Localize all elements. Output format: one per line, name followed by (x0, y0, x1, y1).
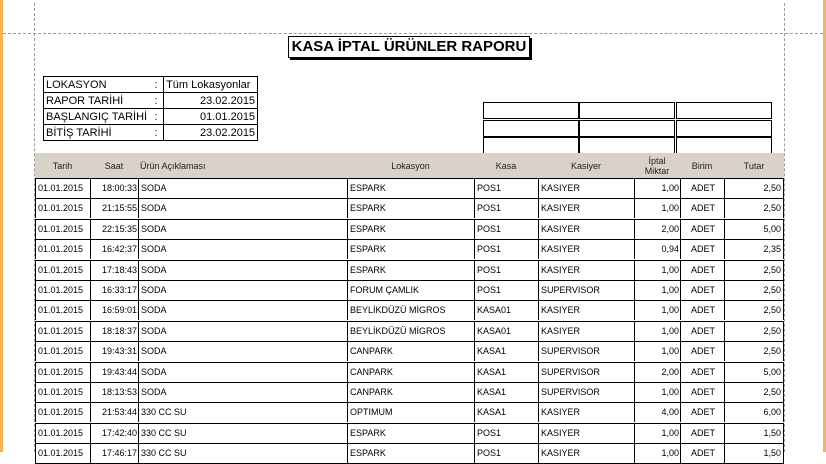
cell-date: 01.01.2015 (35, 301, 91, 320)
cell-register: POS1 (474, 281, 539, 300)
cell-location: ESPARK (347, 424, 475, 443)
cell-time: 21:15:55 (90, 199, 139, 218)
param-separator: : (149, 77, 164, 93)
cell-amount: 2,50 (724, 179, 784, 198)
cell-date: 01.01.2015 (35, 281, 91, 300)
cell-cashier: SUPERVISOR (538, 383, 635, 402)
cell-cancel-qty: 2,00 (634, 220, 681, 239)
cell-date: 01.01.2015 (35, 179, 91, 198)
column-header-unit: Birim (691, 160, 713, 171)
param-row-end-date (44, 125, 258, 141)
cell-register: KASA1 (474, 383, 539, 402)
param-separator: : (149, 109, 164, 125)
cell-unit: ADET (680, 240, 725, 259)
cell-product: SODA (138, 342, 348, 361)
cell-time: 16:42:37 (90, 240, 139, 259)
cell-date: 01.01.2015 (35, 220, 91, 239)
column-header-amount: Tutar (743, 160, 765, 171)
cell-cashier: SUPERVISOR (538, 281, 635, 300)
cell-product: SODA (138, 322, 348, 341)
cell-register: POS1 (474, 199, 539, 218)
cell-register: POS1 (474, 261, 539, 280)
cell-time: 18:13:53 (90, 383, 139, 402)
cell-cancel-qty: 2,00 (634, 363, 681, 382)
cell-product: SODA (138, 281, 348, 300)
cell-location: CANPARK (347, 342, 475, 361)
blank-box (483, 120, 579, 137)
cell-time: 22:15:35 (90, 220, 139, 239)
cell-location: ESPARK (347, 261, 475, 280)
table-row (35, 281, 784, 301)
blank-box (676, 137, 772, 154)
cell-amount: 2,50 (724, 342, 784, 361)
cell-unit: ADET (680, 281, 725, 300)
cell-register: KASA1 (474, 363, 539, 382)
cell-register: KASA1 (474, 342, 539, 361)
cell-date: 01.01.2015 (35, 383, 91, 402)
param-row-start-date (44, 109, 258, 125)
cell-amount: 2,50 (724, 261, 784, 280)
cell-unit: ADET (680, 363, 725, 382)
cell-location: OPTIMUM (347, 403, 475, 422)
blank-box (579, 120, 675, 137)
cell-cancel-qty: 1,00 (634, 383, 681, 402)
column-header-location: Lokasyon (391, 160, 430, 171)
cell-location: ESPARK (347, 240, 475, 259)
cell-cancel-qty: 1,00 (634, 301, 681, 320)
cell-product: SODA (138, 179, 348, 198)
param-label: BAŞLANGIÇ TARİHİ (44, 109, 150, 125)
table-header (35, 153, 784, 178)
param-value: Tüm Lokasyonlar (164, 77, 258, 93)
cell-register: POS1 (474, 240, 539, 259)
column-header-cancel-qty: İptal Miktar (644, 155, 670, 176)
cell-unit: ADET (680, 424, 725, 443)
cell-product: SODA (138, 363, 348, 382)
cell-amount: 5,00 (724, 363, 784, 382)
cell-cashier: KASIYER (538, 444, 635, 463)
cell-cancel-qty: 1,00 (634, 199, 681, 218)
cell-date: 01.01.2015 (35, 342, 91, 361)
cell-time: 19:43:44 (90, 363, 139, 382)
cell-date: 01.01.2015 (35, 403, 91, 422)
cell-product: 330 CC SU (138, 444, 348, 463)
cell-date: 01.01.2015 (35, 322, 91, 341)
cell-register: POS1 (474, 179, 539, 198)
cell-product: SODA (138, 261, 348, 280)
cell-location: BEYLİKDÜZÜ MİGROS (347, 301, 475, 320)
cell-time: 17:18:43 (90, 261, 139, 280)
cell-location: ESPARK (347, 199, 475, 218)
cell-time: 16:33:17 (90, 281, 139, 300)
blank-box (579, 137, 675, 154)
table-row (35, 220, 784, 240)
table-row (35, 342, 784, 362)
cell-date: 01.01.2015 (35, 240, 91, 259)
cell-register: POS1 (474, 444, 539, 463)
table-row (35, 301, 784, 321)
cell-time: 17:46:17 (90, 444, 139, 463)
cell-time: 18:18:37 (90, 322, 139, 341)
param-separator: : (149, 125, 164, 141)
cell-product: SODA (138, 199, 348, 218)
param-value: 23.02.2015 (164, 125, 258, 141)
cell-amount: 1,50 (724, 444, 784, 463)
cell-register: KASA1 (474, 403, 539, 422)
column-header-time: Saat (104, 160, 124, 171)
cell-unit: ADET (680, 444, 725, 463)
window-border-left (0, 0, 3, 452)
cell-amount: 2,50 (724, 281, 784, 300)
table-row (35, 178, 784, 199)
blank-box (483, 137, 579, 154)
param-value: 23.02.2015 (164, 93, 258, 109)
cell-cashier: KASIYER (538, 240, 635, 259)
blank-box (483, 102, 579, 119)
cell-product: SODA (138, 301, 348, 320)
cell-time: 21:53:44 (90, 403, 139, 422)
column-header-product: Ürün Açıklaması (140, 160, 206, 171)
cell-unit: ADET (680, 220, 725, 239)
table-row (35, 403, 784, 423)
table-row (35, 322, 784, 342)
cell-amount: 6,00 (724, 403, 784, 422)
column-header-cashier: Kasiyer (570, 160, 601, 171)
report-parameters (43, 76, 258, 141)
cell-date: 01.01.2015 (35, 261, 91, 280)
cell-cashier: KASIYER (538, 424, 635, 443)
table-row (35, 199, 784, 219)
cell-location: ESPARK (347, 444, 475, 463)
cell-amount: 2,50 (724, 322, 784, 341)
cell-location: CANPARK (347, 383, 475, 402)
table-row (35, 363, 784, 383)
cell-cancel-qty: 1,00 (634, 261, 681, 280)
cell-amount: 1,50 (724, 424, 784, 443)
param-separator: : (149, 93, 164, 109)
cell-cancel-qty: 1,00 (634, 281, 681, 300)
report-title: KASA İPTAL ÜRÜNLER RAPORU (288, 36, 530, 58)
cell-unit: ADET (680, 342, 725, 361)
cell-unit: ADET (680, 383, 725, 402)
cell-cancel-qty: 4,00 (634, 403, 681, 422)
cell-register: KASA01 (474, 301, 539, 320)
page-margin-right (784, 3, 785, 452)
column-header-date: Tarih (52, 160, 73, 171)
cell-cashier: KASIYER (538, 261, 635, 280)
cell-cancel-qty: 1,00 (634, 444, 681, 463)
cell-cancel-qty: 1,00 (634, 179, 681, 198)
param-row-location (44, 77, 258, 93)
cell-product: SODA (138, 383, 348, 402)
cell-product: SODA (138, 240, 348, 259)
cell-register: POS1 (474, 220, 539, 239)
cell-unit: ADET (680, 322, 725, 341)
param-label: RAPOR TARİHİ (44, 93, 150, 109)
cell-location: ESPARK (347, 220, 475, 239)
table-row (35, 261, 784, 281)
blank-box (676, 102, 772, 119)
blank-box (579, 102, 675, 119)
cell-cashier: SUPERVISOR (538, 363, 635, 382)
cell-unit: ADET (680, 301, 725, 320)
cell-location: ESPARK (347, 179, 475, 198)
cell-cashier: KASIYER (538, 220, 635, 239)
cell-cashier: KASIYER (538, 322, 635, 341)
cell-product: 330 CC SU (138, 424, 348, 443)
cell-date: 01.01.2015 (35, 424, 91, 443)
cell-cancel-qty: 1,00 (634, 322, 681, 341)
cell-cancel-qty: 1,00 (634, 424, 681, 443)
cell-location: CANPARK (347, 363, 475, 382)
cell-amount: 2,50 (724, 199, 784, 218)
column-header-register: Kasa (495, 160, 517, 171)
table-body (35, 178, 784, 464)
cell-cancel-qty: 0,94 (634, 240, 681, 259)
cell-cashier: KASIYER (538, 199, 635, 218)
cell-cancel-qty: 1,00 (634, 342, 681, 361)
cell-unit: ADET (680, 403, 725, 422)
table-row (35, 240, 784, 260)
page-margin-top (3, 33, 823, 34)
param-value: 01.01.2015 (164, 109, 258, 125)
cell-product: SODA (138, 220, 348, 239)
table-row (35, 383, 784, 403)
cell-time: 19:43:31 (90, 342, 139, 361)
cell-date: 01.01.2015 (35, 444, 91, 463)
cell-cashier: KASIYER (538, 403, 635, 422)
param-label: BİTİŞ TARİHİ (44, 125, 150, 141)
cell-cashier: SUPERVISOR (538, 342, 635, 361)
cell-date: 01.01.2015 (35, 363, 91, 382)
table-row (35, 444, 784, 464)
param-row-report-date (44, 93, 258, 109)
param-label: LOKASYON (44, 77, 150, 93)
cell-register: KASA01 (474, 322, 539, 341)
cell-register: POS1 (474, 424, 539, 443)
cell-cashier: KASIYER (538, 301, 635, 320)
cell-cashier: KASIYER (538, 179, 635, 198)
cell-time: 17:42:40 (90, 424, 139, 443)
cell-amount: 5,00 (724, 220, 784, 239)
cell-amount: 2,50 (724, 301, 784, 320)
cell-amount: 2,35 (724, 240, 784, 259)
cell-amount: 2,50 (724, 383, 784, 402)
cell-time: 16:59:01 (90, 301, 139, 320)
cell-unit: ADET (680, 179, 725, 198)
cell-unit: ADET (680, 199, 725, 218)
cell-location: FORUM ÇAMLIK (347, 281, 475, 300)
cell-time: 18:00:33 (90, 179, 139, 198)
table-row (35, 424, 784, 444)
blank-box (676, 120, 772, 137)
cell-product: 330 CC SU (138, 403, 348, 422)
cell-date: 01.01.2015 (35, 199, 91, 218)
cell-unit: ADET (680, 261, 725, 280)
cell-location: BEYLİKDÜZÜ MİGROS (347, 322, 475, 341)
